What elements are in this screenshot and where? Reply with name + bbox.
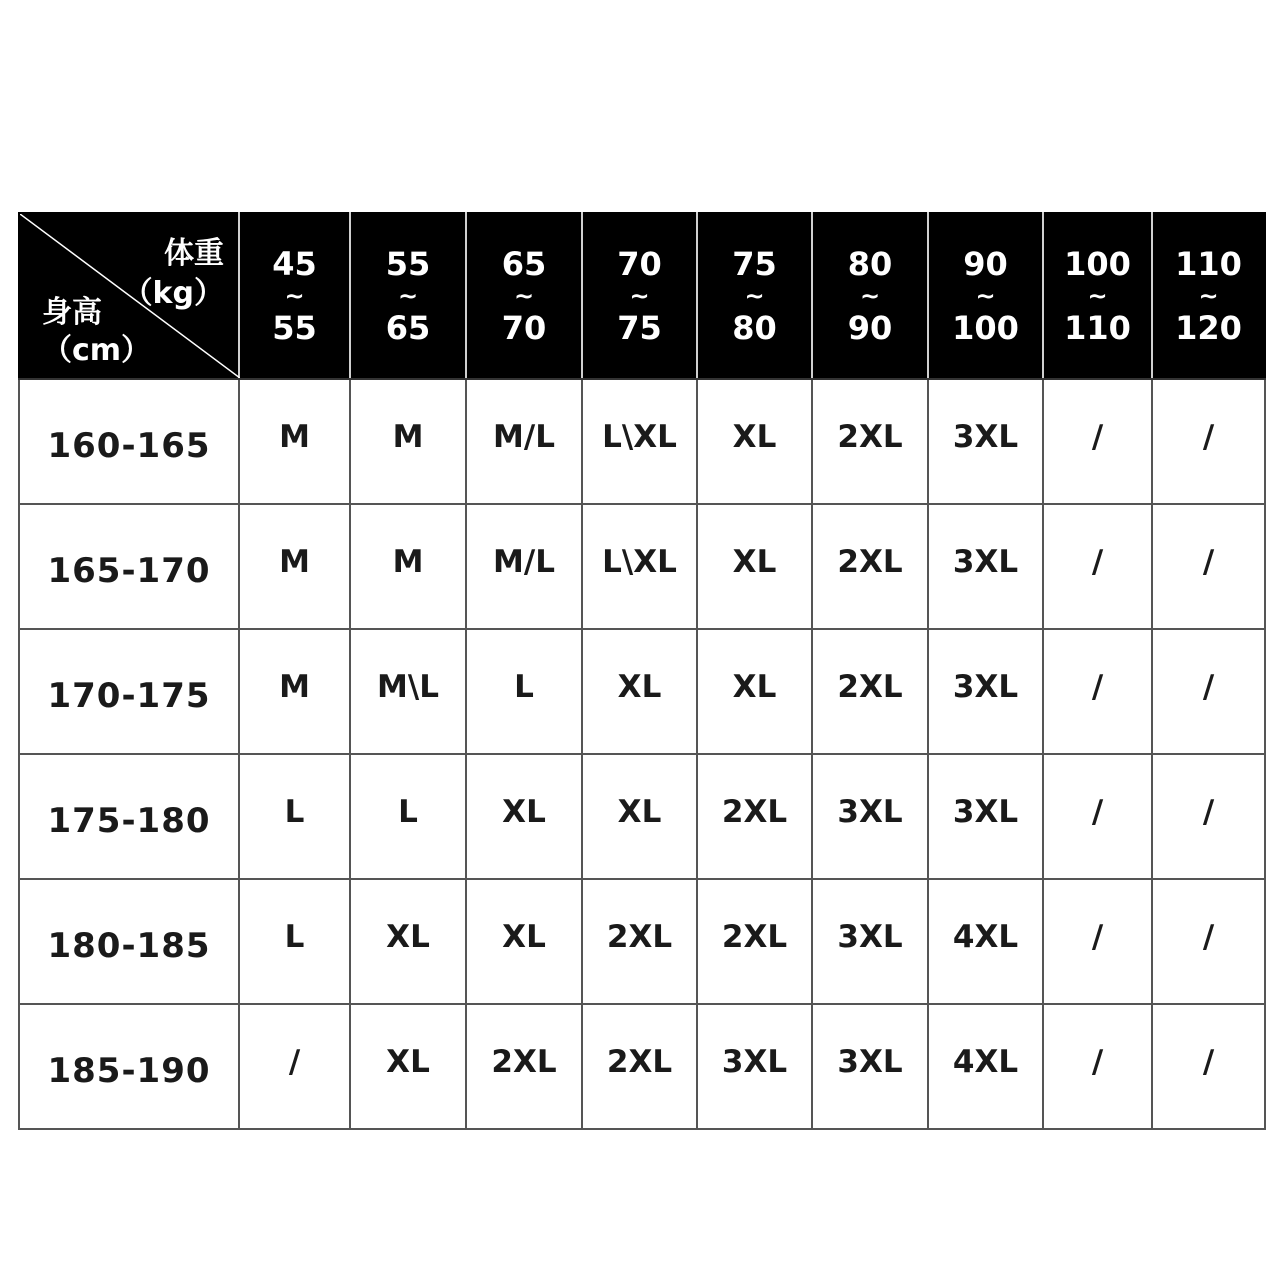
height-range-cell: 170-175 — [19, 629, 239, 754]
size-cell: 2XL — [812, 629, 928, 754]
size-cell: M — [239, 504, 350, 629]
size-cell: 3XL — [928, 629, 1043, 754]
weight-to: 90 — [847, 309, 893, 347]
weight-range-separator: ~ — [859, 282, 881, 310]
size-cell: / — [1043, 379, 1152, 504]
size-cell: M/L — [466, 379, 582, 504]
size-cell: 3XL — [928, 754, 1043, 879]
weight-from: 65 — [501, 245, 547, 283]
size-cell: / — [1152, 1004, 1265, 1129]
size-cell: 3XL — [928, 379, 1043, 504]
size-cell: XL — [466, 754, 582, 879]
size-cell: 2XL — [697, 754, 812, 879]
weight-range-header — [350, 213, 466, 379]
size-cell: 2XL — [697, 879, 812, 1004]
size-cell: M — [239, 379, 350, 504]
table-row — [19, 879, 1265, 1004]
size-cell: M/L — [466, 504, 582, 629]
weight-from: 80 — [847, 245, 893, 283]
size-cell: L — [466, 629, 582, 754]
weight-range-header — [928, 213, 1043, 379]
size-cell: L — [239, 879, 350, 1004]
weight-to: 100 — [952, 309, 1019, 347]
weight-range-separator: ~ — [1087, 282, 1108, 310]
size-cell: / — [1152, 379, 1265, 504]
size-cell: XL — [350, 879, 466, 1004]
size-cell: / — [1043, 629, 1152, 754]
size-cell: 3XL — [812, 754, 928, 879]
weight-to: 75 — [617, 309, 662, 347]
size-cell: 4XL — [928, 879, 1043, 1004]
height-unit: （cm） — [42, 333, 152, 368]
size-cell: 2XL — [582, 879, 697, 1004]
table-row — [19, 754, 1265, 879]
size-cell: L\XL — [582, 379, 697, 504]
size-cell: / — [239, 1004, 350, 1129]
height-range-cell: 180-185 — [19, 879, 239, 1004]
size-chart-table — [18, 212, 1266, 1130]
weight-range-separator: ~ — [1198, 282, 1219, 310]
weight-range-separator: ~ — [629, 282, 650, 310]
weight-range-separator: ~ — [284, 282, 305, 310]
weight-range-header — [697, 213, 812, 379]
weight-from: 110 — [1175, 245, 1242, 283]
weight-range-header — [582, 213, 697, 379]
height-label: 身高 — [42, 295, 102, 330]
weight-to: 120 — [1175, 309, 1242, 347]
size-cell: XL — [697, 629, 812, 754]
size-cell: / — [1043, 1004, 1152, 1129]
size-cell: 4XL — [928, 1004, 1043, 1129]
table-row — [19, 1004, 1265, 1129]
weight-to: 65 — [385, 309, 431, 347]
weight-from: 55 — [385, 245, 431, 283]
size-cell: XL — [697, 379, 812, 504]
size-cell: / — [1043, 879, 1152, 1004]
size-cell: XL — [466, 879, 582, 1004]
weight-label: 体重 — [164, 236, 224, 271]
size-cell: 2XL — [466, 1004, 582, 1129]
table-row — [19, 629, 1265, 754]
table-row — [19, 504, 1265, 629]
height-range-cell: 175-180 — [19, 754, 239, 879]
size-cell: 2XL — [812, 504, 928, 629]
weight-from: 70 — [617, 245, 662, 283]
weight-range-header — [466, 213, 582, 379]
size-cell: / — [1152, 629, 1265, 754]
height-range-cell: 165-170 — [19, 504, 239, 629]
size-cell: / — [1043, 754, 1152, 879]
weight-to: 80 — [732, 309, 777, 347]
size-cell: 3XL — [812, 1004, 928, 1129]
size-cell: 3XL — [812, 879, 928, 1004]
size-cell: M — [350, 379, 466, 504]
size-cell: XL — [697, 504, 812, 629]
size-cell: L — [239, 754, 350, 879]
size-cell: XL — [582, 629, 697, 754]
weight-from: 45 — [272, 245, 317, 283]
height-axis-label — [42, 294, 151, 370]
size-cell: / — [1152, 879, 1265, 1004]
size-cell: / — [1043, 504, 1152, 629]
size-cell: M — [350, 504, 466, 629]
size-cell: 2XL — [812, 379, 928, 504]
weight-range-separator: ~ — [744, 282, 765, 310]
weight-from: 100 — [1064, 245, 1131, 283]
size-cell: 2XL — [582, 1004, 697, 1129]
weight-range-header — [1152, 213, 1265, 379]
size-cell: / — [1152, 504, 1265, 629]
size-cell: XL — [350, 1004, 466, 1129]
size-cell: 3XL — [697, 1004, 812, 1129]
weight-to: 55 — [272, 309, 317, 347]
corner-header-cell — [19, 213, 239, 379]
size-cell: M\L — [350, 629, 466, 754]
weight-range-header — [239, 213, 350, 379]
size-cell: 3XL — [928, 504, 1043, 629]
size-cell: L\XL — [582, 504, 697, 629]
weight-to: 70 — [501, 309, 547, 347]
weight-range-header — [1043, 213, 1152, 379]
height-range-cell: 185-190 — [19, 1004, 239, 1129]
height-range-cell: 160-165 — [19, 379, 239, 504]
size-cell: XL — [582, 754, 697, 879]
weight-unit: （kg） — [122, 276, 224, 311]
header-row — [19, 213, 1265, 379]
weight-range-separator: ~ — [397, 282, 419, 310]
size-cell: L — [350, 754, 466, 879]
weight-range-header — [812, 213, 928, 379]
table-row — [19, 379, 1265, 504]
weight-from: 90 — [963, 245, 1008, 283]
weight-to: 110 — [1064, 309, 1131, 347]
size-cell: / — [1152, 754, 1265, 879]
weight-from: 75 — [732, 245, 777, 283]
size-cell: M — [239, 629, 350, 754]
weight-range-separator: ~ — [975, 282, 996, 310]
weight-range-separator: ~ — [513, 282, 535, 310]
